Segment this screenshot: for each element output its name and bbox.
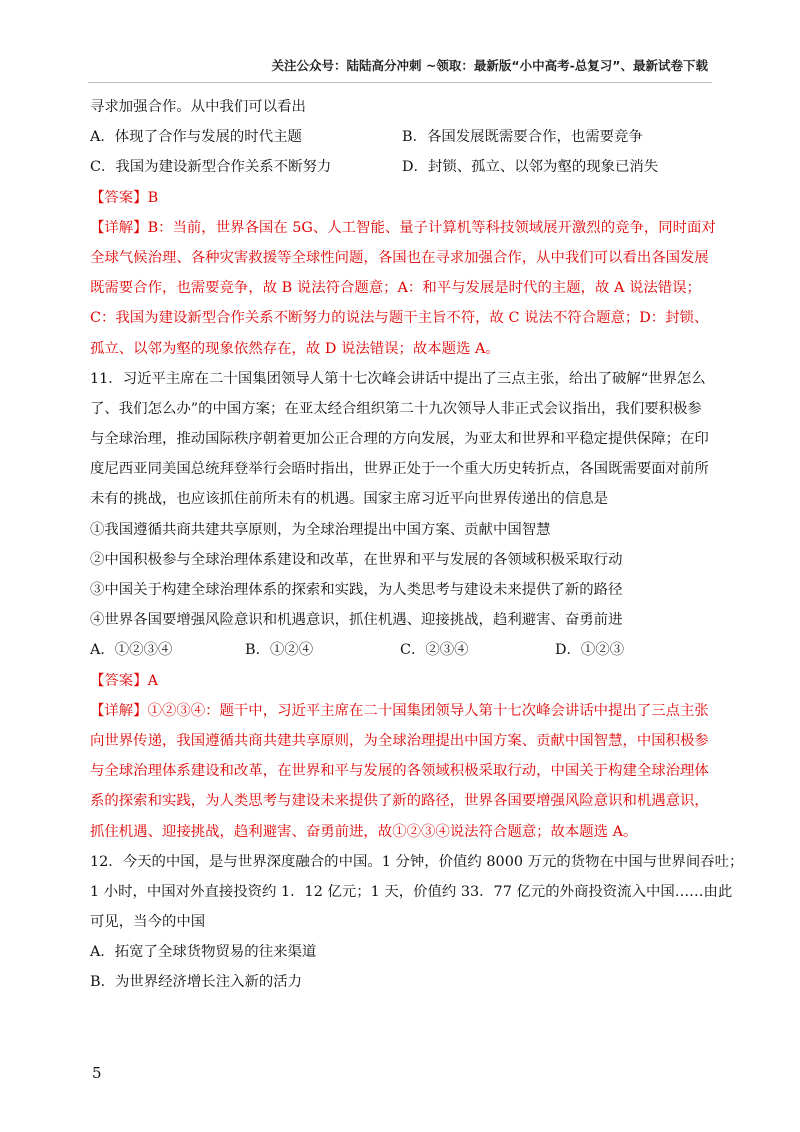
q11-stem-line: 未有的挑战，也应该抓住前所未有的机遇。国家主席习近平向世界传递出的信息是 (90, 491, 609, 508)
q10-explanation-line: 【详解】B：当前，世界各国在 5G、人工智能、量子计算机等科技领域展开激烈的竞争，同时面对 (90, 219, 716, 236)
q11-explanation-line: 系的探索和实践，为人类思考与建设未来提供了新的路径，世界各国要增强风险意识和机遇意识， (90, 793, 709, 810)
q10-explanation-line: C：我国为建设新型合作关系不断努力的说法与题干主旨不符，故 C 说法不符合题意；D：封锁、 (90, 310, 709, 327)
q12-stem-line: 可见，当今的中国 (90, 914, 206, 931)
q11-option-d: D．①②③ (555, 642, 625, 659)
q11-stem-line: 了、我们怎么办”的中国方案；在亚太经合组织第二十九次领导人非正式会议指出，我们要积极参 (90, 400, 702, 417)
q12-option-a: A．拓宽了全球货物贸易的往来渠道 (90, 944, 317, 961)
q10-option-c: C．我国为建设新型合作关系不断努力 (90, 159, 332, 176)
q12-stem-line: 1 小时，中国对外直接投资约 1．12 亿元；1 天，价值约 33．77 亿元的外商投资流入中国……由此 (90, 883, 733, 900)
q10-explanation-line: 既需要合作，也需要竞争，故 B 说法符合题意；A：和平与发展是时代的主题，故 A 说法错误； (90, 280, 701, 297)
q10-options-row-1 (90, 122, 714, 152)
page-header: 关注公众号：陆陆高分冲刺 ~领取：最新版“小中高考-总复习”、最新试卷下载 (271, 58, 708, 73)
q12-stem-line: 12．今天的中国，是与世界深度融合的中国。1 分钟，价值约 8000 万元的货物在中国与世界间吞吐； (90, 853, 744, 870)
q10-explanation-line: 全球气候治理、各种灾害救援等全球性问题，各国也在寻求加强合作，从中我们可以看出各国发展 (90, 249, 709, 266)
header-divider (88, 82, 712, 83)
q11-item-4: ④世界各国要增强风险意识和机遇意识，抓住机遇、迎接挑战，趋利避害、奋勇前进 (90, 612, 623, 629)
q11-item-1: ①我国遵循共商共建共享原则，为全球治理提出中国方案、贡献中国智慧 (90, 521, 551, 538)
q11-answer: 【答案】A (90, 672, 158, 689)
q10-option-d: D．封锁、孤立、以邻为壑的现象已消失 (402, 159, 659, 176)
q10-answer: 【答案】B (90, 189, 159, 206)
q11-option-a: A．①②③④ (90, 642, 173, 659)
q12-option-b: B．为世界经济增长注入新的活力 (90, 974, 303, 991)
q10-explanation (90, 213, 714, 364)
q11-items (90, 515, 714, 636)
q10-explanation-line: 孤立、以邻为壑的现象依然存在，故 D 说法错误；故本题选 A。 (90, 340, 500, 357)
q11-explanation-line: 与全球治理体系建设和改革，在世界和平与发展的各领域积极采取行动，中国关于构建全球治理体 (90, 763, 709, 780)
q11-explanation-line: 向世界传递，我国遵循共商共建共享原则，为全球治理提出中国方案、贡献中国智慧，中国积极参 (90, 732, 709, 749)
q11-option-b: B．①②④ (245, 642, 314, 659)
q10-option-b: B．各国发展既需要合作，也需要竞争 (402, 129, 643, 146)
q12-stem (90, 847, 744, 938)
q11-item-3: ③中国关于构建全球治理体系的探索和实践，为人类思考与建设未来提供了新的路径 (90, 582, 623, 598)
q10-options-row-2 (90, 152, 714, 182)
q11-item-2: ②中国积极参与全球治理体系建设和改革，在世界和平与发展的各领域积极采取行动 (90, 551, 623, 568)
q11-stem-line: 与全球治理，推动国际秩序朝着更加公正合理的方向发展，为亚太和世界和平稳定提供保障；在印 (90, 431, 709, 448)
page-number: 5 (92, 1064, 102, 1082)
q11-options (90, 635, 714, 665)
q10-stem-tail: 寻求加强合作。从中我们可以看出 (90, 99, 306, 115)
q11-explanation-line: 【详解】①②③④：题干中，习近平主席在二十国集团领导人第十七次峰会讲话中提出了三点主张 (90, 702, 709, 719)
q11-stem-line: 度尼西亚同美国总统拜登举行会晤时指出，世界正处于一个重大历史转折点，各国既需要面对前所 (90, 461, 709, 478)
q11-explanation (90, 696, 714, 847)
q11-explanation-line: 抓住机遇、迎接挑战，趋利避害、奋勇前进，故①②③④说法符合题意；故本题选 A。 (90, 823, 638, 840)
page-content (90, 92, 744, 998)
q10-option-a: A．体现了合作与发展的时代主题 (90, 129, 302, 146)
q11-option-c: C．②③④ (400, 642, 469, 659)
q11-stem (90, 364, 714, 515)
q11-stem-line: 11．习近平主席在二十国集团领导人第十七次峰会讲话中提出了三点主张，给出了破解“世界怎么 (90, 370, 706, 387)
